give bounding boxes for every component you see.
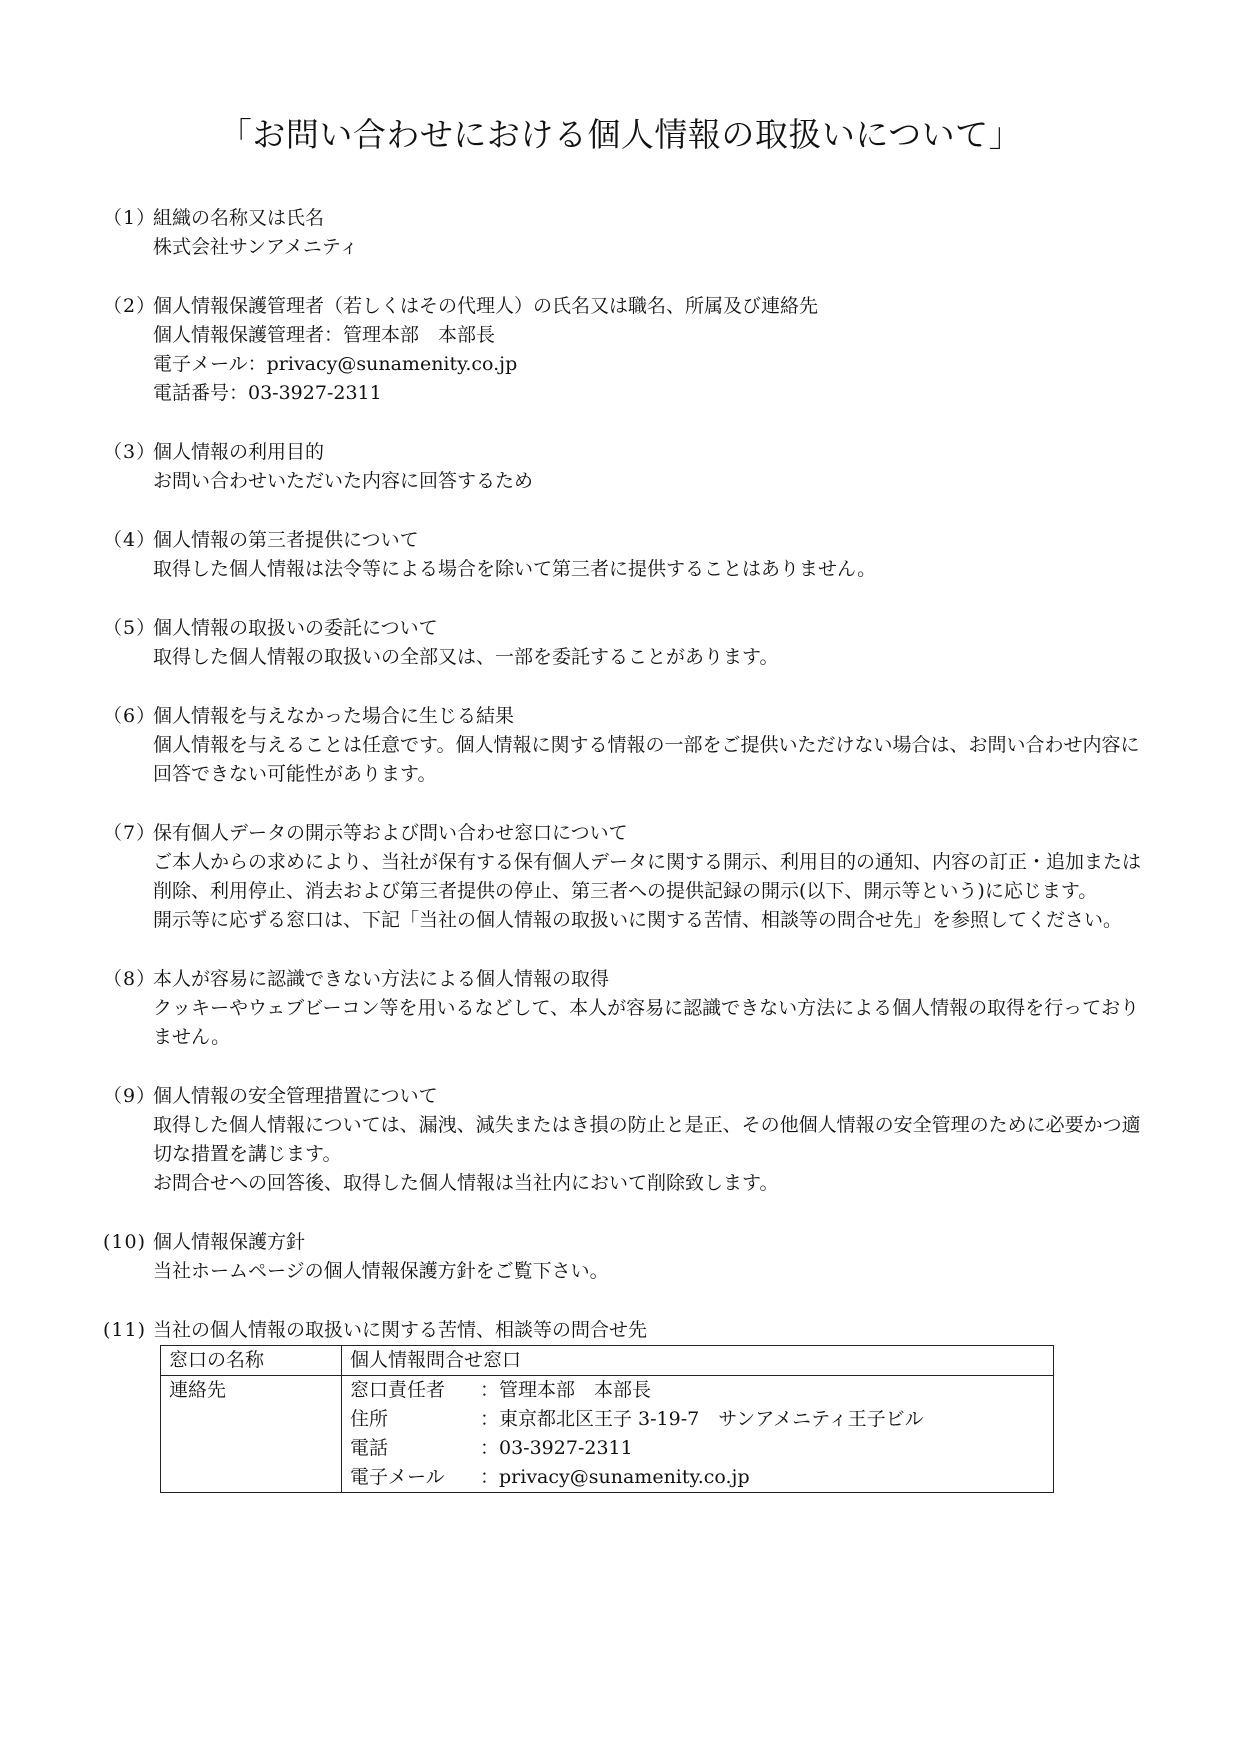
section-text: 取得した個人情報については、漏洩、減失またはき損の防止と是正、その他個人情報の安全管理のために必要かつ適切な措置を講じます。 [153,1114,1141,1165]
contact-responsible-row [350,1376,1045,1405]
section-heading: 保有個人データの開示等および問い合わせ窓口について [153,822,628,844]
section-text: 株式会社サンアメニティ [153,236,359,258]
contact-phone-row [350,1434,1045,1463]
section-number: （9） [103,1085,157,1107]
section-heading: 個人情報の取扱いの委託について [153,617,438,639]
sections-list [103,204,1163,1523]
section-text: 電話番号：03-3927-2311 [153,382,382,404]
contact-key: 窓口責任者 [350,1379,446,1401]
section-text: 開示等に応ずる窓口は、下記「当社の個人情報の取扱いに関する苦情、相談等の問合せ先」を参照してください。 [153,909,1123,931]
contact-value: ：東京都北区王子 3-19-7 サンアメニティ王子ビル [480,1408,924,1430]
section-heading: 個人情報保護管理者（若しくはその代理人）の氏名又は職名、所属及び連絡先 [153,295,819,317]
contact-value: ：privacy@sunamenity.co.jp [480,1466,750,1488]
contact-email-row [350,1463,1045,1492]
section-number: （6） [103,705,157,727]
section-heading: 当社の個人情報の取扱いに関する苦情、相談等の問合せ先 [153,1319,648,1341]
section-heading: 個人情報の利用目的 [153,441,325,463]
section-number: （3） [103,441,157,463]
section-6 [103,702,1163,789]
section-text: お問い合わせいただいた内容に回答するため [153,470,534,492]
table-row [161,1346,1054,1376]
table-cell-value: 個人情報問合せ窓口 [342,1346,1054,1376]
contact-value: ：管理本部 本部長 [480,1379,652,1401]
section-text: 個人情報を与えることは任意です。個人情報に関する情報の一部をご提供いただけない場合は、お問い合わせ内容に回答できない可能性があります。 [153,734,1140,785]
contact-table [160,1345,1054,1493]
contact-key: 電話 [350,1437,389,1459]
table-cell-label: 連絡先 [161,1376,342,1493]
section-heading: 個人情報保護方針 [153,1231,306,1253]
section-5 [103,614,1163,672]
section-text: 取得した個人情報は法令等による場合を除いて第三者に提供することはありません。 [153,558,877,580]
table-cell-value [342,1376,1054,1493]
section-number: （5） [103,617,157,639]
section-number: （1） [103,207,157,229]
section-8 [103,965,1163,1052]
table-cell-label: 窓口の名称 [161,1346,342,1376]
section-11 [103,1316,1163,1493]
section-heading: 個人情報の安全管理措置について [153,1085,438,1107]
contact-key: 電子メール [350,1466,445,1488]
contact-value: ：03-3927-2311 [480,1437,633,1459]
section-number: （7） [103,822,157,844]
section-number: (11) [103,1319,147,1341]
section-text: 個人情報保護管理者：管理本部 本部長 [153,324,496,346]
table-row [161,1376,1054,1493]
section-text: お問合せへの回答後、取得した個人情報は当社内において削除致します。 [153,1172,779,1194]
section-number: （2） [103,295,157,317]
section-4 [103,526,1163,584]
section-text: 取得した個人情報の取扱いの全部又は、一部を委託することがあります。 [153,646,779,668]
section-7 [103,819,1163,935]
section-text: 電子メール：privacy@sunamenity.co.jp [153,353,518,375]
contact-address-row [350,1405,1045,1434]
section-text: 当社ホームページの個人情報保護方針をご覧下さい。 [153,1260,609,1282]
section-heading: 個人情報の第三者提供について [153,529,419,551]
section-number: （4） [103,529,157,551]
section-heading: 個人情報を与えなかった場合に生じる結果 [153,705,515,727]
section-text: クッキーやウェブビーコン等を用いるなどして、本人が容易に認識できない方法による個人情報の取得を行っておりません。 [153,997,1140,1048]
section-3 [103,438,1163,496]
page-title: 「お問い合わせにおける個人情報の取扱いについて」 [218,115,1023,154]
section-9 [103,1082,1163,1198]
section-heading: 本人が容易に認識できない方法による個人情報の取得 [153,968,610,990]
section-2 [103,292,1163,408]
section-10 [103,1228,1163,1286]
section-1 [103,204,1163,262]
section-heading: 組織の名称又は氏名 [153,207,325,229]
section-text: ご本人からの求めにより、当社が保有する保有個人データに関する開示、利用目的の通知、内容の訂正・追加または削除、利用停止、消去および第三者提供の停止、第三者への提供記録の開示(以下、開示等という)に応じます。 [153,851,1142,902]
section-number: （8） [103,968,157,990]
contact-key: 住所 [350,1408,389,1430]
section-number: (10) [103,1231,147,1253]
